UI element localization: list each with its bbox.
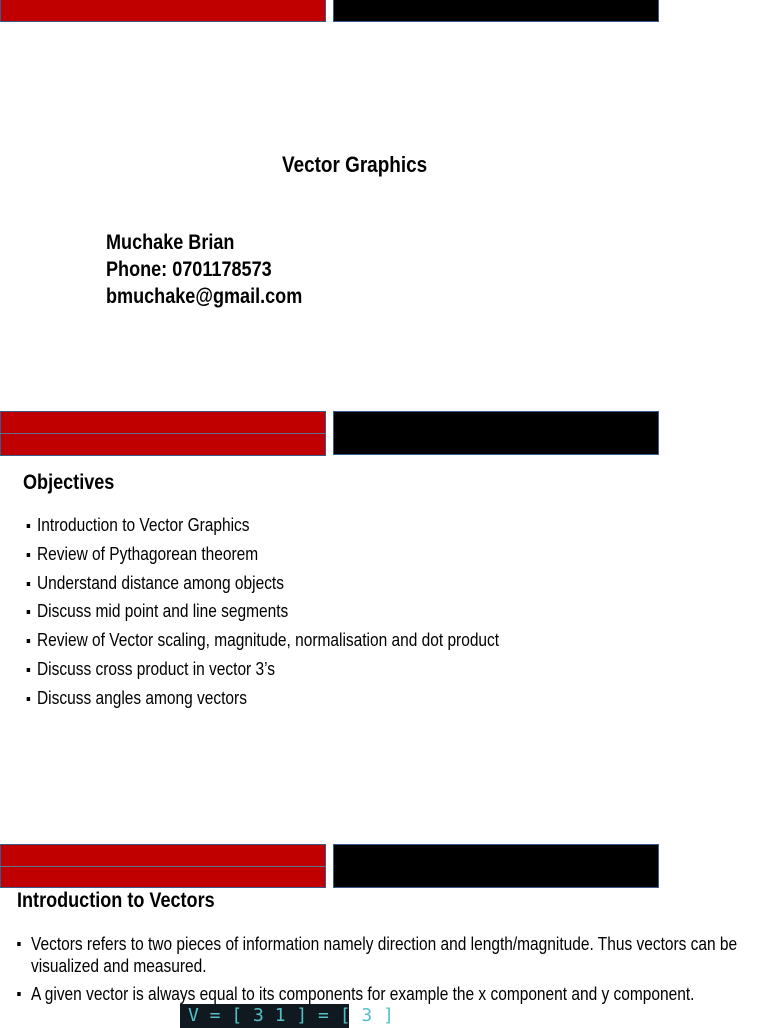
- header-bar-black: [333, 0, 659, 22]
- author-email: bmuchake@gmail.com: [106, 285, 303, 308]
- bar-divider: [0, 866, 326, 867]
- bullet-icon: [27, 524, 30, 528]
- slide-title: Vector Graphics: [282, 152, 428, 177]
- list-item: Understand distance among objects: [37, 573, 499, 602]
- bullet-icon: [27, 639, 30, 643]
- list-item: Review of Pythagorean theorem: [37, 544, 499, 573]
- header-bar-red: [0, 0, 326, 22]
- list-item: Review of Vector scaling, magnitude, normalisation and dot product: [37, 630, 499, 659]
- list-item: A given vector is always equal to its components for example the x component and y component.: [31, 983, 745, 1005]
- author-name: Muchake Brian: [106, 231, 235, 254]
- list-item: Introduction to Vector Graphics: [37, 515, 499, 544]
- header-bar-black: [333, 844, 659, 888]
- bullet-icon: [17, 992, 20, 996]
- bullet-icon: [27, 553, 30, 557]
- list-item: Discuss angles among vectors: [37, 688, 499, 717]
- bullet-icon: [27, 668, 30, 672]
- list-item: Vectors refers to two pieces of information namely direction and length/magnitude. Thus vectors can be visualized and measured.: [31, 933, 745, 977]
- header-bar-black: [333, 411, 659, 455]
- vector-formula: V = [ 3 1 ] = [ 3 ]: [180, 1004, 349, 1028]
- author-phone: Phone: 0701178573: [106, 258, 272, 281]
- bullet-icon: [17, 942, 20, 946]
- bullet-icon: [27, 610, 30, 614]
- bullet-icon: [27, 582, 30, 586]
- list-item: Discuss mid point and line segments: [37, 601, 499, 630]
- section-heading: Objectives: [23, 471, 115, 494]
- bullet-icon: [27, 697, 30, 701]
- bar-divider: [0, 433, 326, 434]
- section-heading: Introduction to Vectors: [17, 889, 215, 912]
- list-item: Discuss cross product in vector 3’s: [37, 659, 499, 688]
- objectives-list: [37, 515, 574, 717]
